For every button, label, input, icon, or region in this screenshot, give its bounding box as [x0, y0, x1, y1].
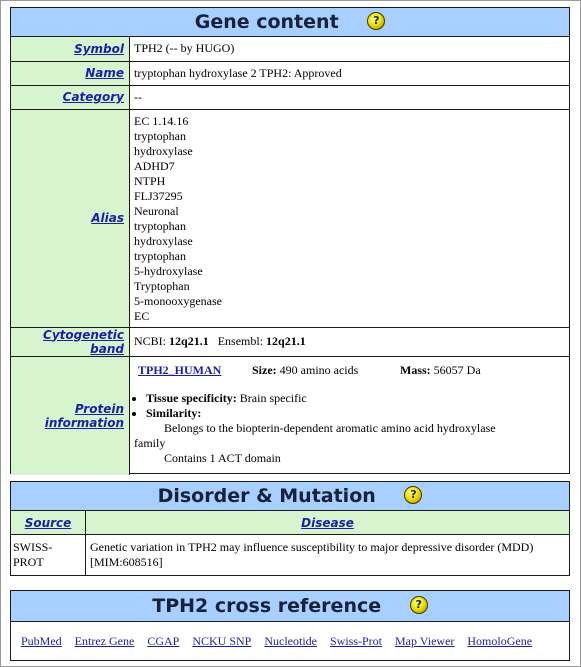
tissue-label: Tissue specificity:	[146, 390, 237, 405]
ncbi-band: 12q21.1	[169, 334, 209, 348]
tissue-specificity-item	[146, 391, 565, 406]
cytogenetic-link[interactable]: Cytogenetic band	[43, 327, 124, 356]
cross-reference-links	[11, 622, 569, 649]
similarity-line-2: family	[134, 435, 166, 450]
alias-value	[130, 109, 570, 327]
size-field	[252, 363, 358, 378]
tissue-value: Brain specific	[236, 390, 307, 405]
help-icon[interactable]: ?	[404, 486, 422, 504]
protein-row	[11, 356, 569, 475]
source-cell	[11, 535, 86, 575]
protein-information-link[interactable]	[45, 402, 124, 430]
help-icon[interactable]: ?	[410, 596, 428, 614]
disease-cell: Genetic variation in TPH2 may influence susceptibility to major depressive disorder (MDD) [MIM:608516]	[86, 535, 570, 575]
alias-line: hydroxylase	[134, 143, 193, 158]
pubmed-link[interactable]: PubMed	[21, 634, 62, 648]
source-header-cell	[11, 511, 86, 535]
disorder-header-row	[11, 511, 569, 535]
symbol-label-cell	[11, 37, 130, 61]
alias-line: tryptophan	[134, 218, 186, 233]
alias-line: tryptophan	[134, 128, 186, 143]
disease-header-cell	[86, 511, 570, 535]
symbol-row	[11, 37, 569, 61]
disease-header-link[interactable]: Disease	[301, 515, 354, 530]
similarity-line-3: Contains 1 ACT domain	[164, 450, 281, 465]
category-link[interactable]: Category	[62, 90, 124, 104]
help-icon[interactable]: ?	[367, 12, 385, 30]
category-value: --	[130, 85, 570, 109]
alias-line: ADHD7	[134, 158, 175, 173]
alias-label-cell	[11, 109, 130, 327]
alias-line: Tryptophan	[134, 278, 190, 293]
disorder-table	[11, 511, 569, 575]
protein-value	[130, 356, 570, 475]
cross-reference-title: TPH2 cross reference	[152, 595, 382, 617]
protein-details-list	[134, 391, 565, 421]
gene-content-title: Gene content	[194, 11, 339, 33]
category-row	[11, 85, 569, 109]
alias-line: FLJ37295	[134, 188, 183, 203]
cgap-link[interactable]: CGAP	[147, 634, 180, 648]
alias-row	[11, 109, 569, 327]
alias-link[interactable]: Alias	[91, 211, 124, 225]
alias-line: EC	[134, 308, 150, 323]
size-label: Size:	[252, 362, 277, 377]
alias-line: hydroxylase	[134, 233, 193, 248]
similarity-label: Similarity:	[146, 405, 202, 420]
ensembl-band: 12q21.1	[266, 334, 306, 348]
name-link[interactable]: Name	[85, 66, 124, 80]
name-row	[11, 61, 569, 85]
source-line-1: SWISS-	[13, 539, 53, 554]
protein-label-line-1: Protein	[74, 401, 124, 416]
nucleotide-link[interactable]: Nucleotide	[264, 634, 317, 648]
cross-reference-panel	[10, 590, 570, 661]
homologene-link[interactable]: HomoloGene	[467, 634, 533, 648]
alias-line: 5-monooxygenase	[134, 293, 222, 308]
alias-line: tryptophan	[134, 248, 186, 263]
uniprot-link[interactable]: TPH2_HUMAN	[138, 362, 222, 377]
protein-label-cell	[11, 356, 130, 475]
ensembl-prefix: Ensembl:	[217, 334, 267, 348]
alias-line: 5-hydroxylase	[134, 263, 203, 278]
mass-value: 56057 Da	[430, 362, 481, 377]
cytogenetic-label-cell	[11, 327, 130, 356]
name-label-cell	[11, 61, 130, 85]
gene-content-table	[11, 37, 569, 475]
source-line-2: PROT	[13, 554, 44, 569]
mass-field	[400, 363, 481, 378]
name-value: tryptophan hydroxylase 2 TPH2: Approved	[130, 61, 570, 85]
swiss-prot-link[interactable]: Swiss-Prot	[330, 634, 383, 648]
gene-content-header	[11, 8, 569, 37]
cross-reference-header	[11, 591, 569, 622]
ncbi-prefix: NCBI:	[134, 334, 170, 348]
cytogenetic-value	[130, 327, 570, 356]
symbol-value: TPH2 (-- by HUGO)	[130, 37, 570, 61]
disorder-mutation-panel	[10, 481, 570, 576]
entrez-gene-link[interactable]: Entrez Gene	[74, 634, 135, 648]
cytogenetic-row	[11, 327, 569, 356]
similarity-item	[146, 406, 565, 421]
protein-label-line-2: information	[44, 415, 124, 430]
protein-summary-line	[134, 363, 565, 379]
disorder-row	[11, 535, 569, 575]
source-header-link[interactable]: Source	[24, 515, 72, 530]
alias-line: EC 1.14.16	[134, 113, 189, 128]
category-label-cell	[11, 85, 130, 109]
symbol-link[interactable]: Symbol	[74, 41, 124, 56]
similarity-line-1: Belongs to the biopterin-dependent aromatic amino acid hydroxylase	[164, 420, 496, 435]
gene-content-panel	[10, 7, 570, 474]
disorder-title: Disorder & Mutation	[157, 485, 376, 507]
alias-line: Neuronal	[134, 203, 179, 218]
alias-line: NTPH	[134, 173, 166, 188]
ncku-snp-link[interactable]: NCKU SNP	[192, 634, 252, 648]
map-viewer-link[interactable]: Map Viewer	[395, 634, 455, 648]
size-value: 490 amino acids	[276, 362, 359, 377]
disorder-header	[11, 482, 569, 511]
mass-label: Mass:	[400, 362, 431, 377]
